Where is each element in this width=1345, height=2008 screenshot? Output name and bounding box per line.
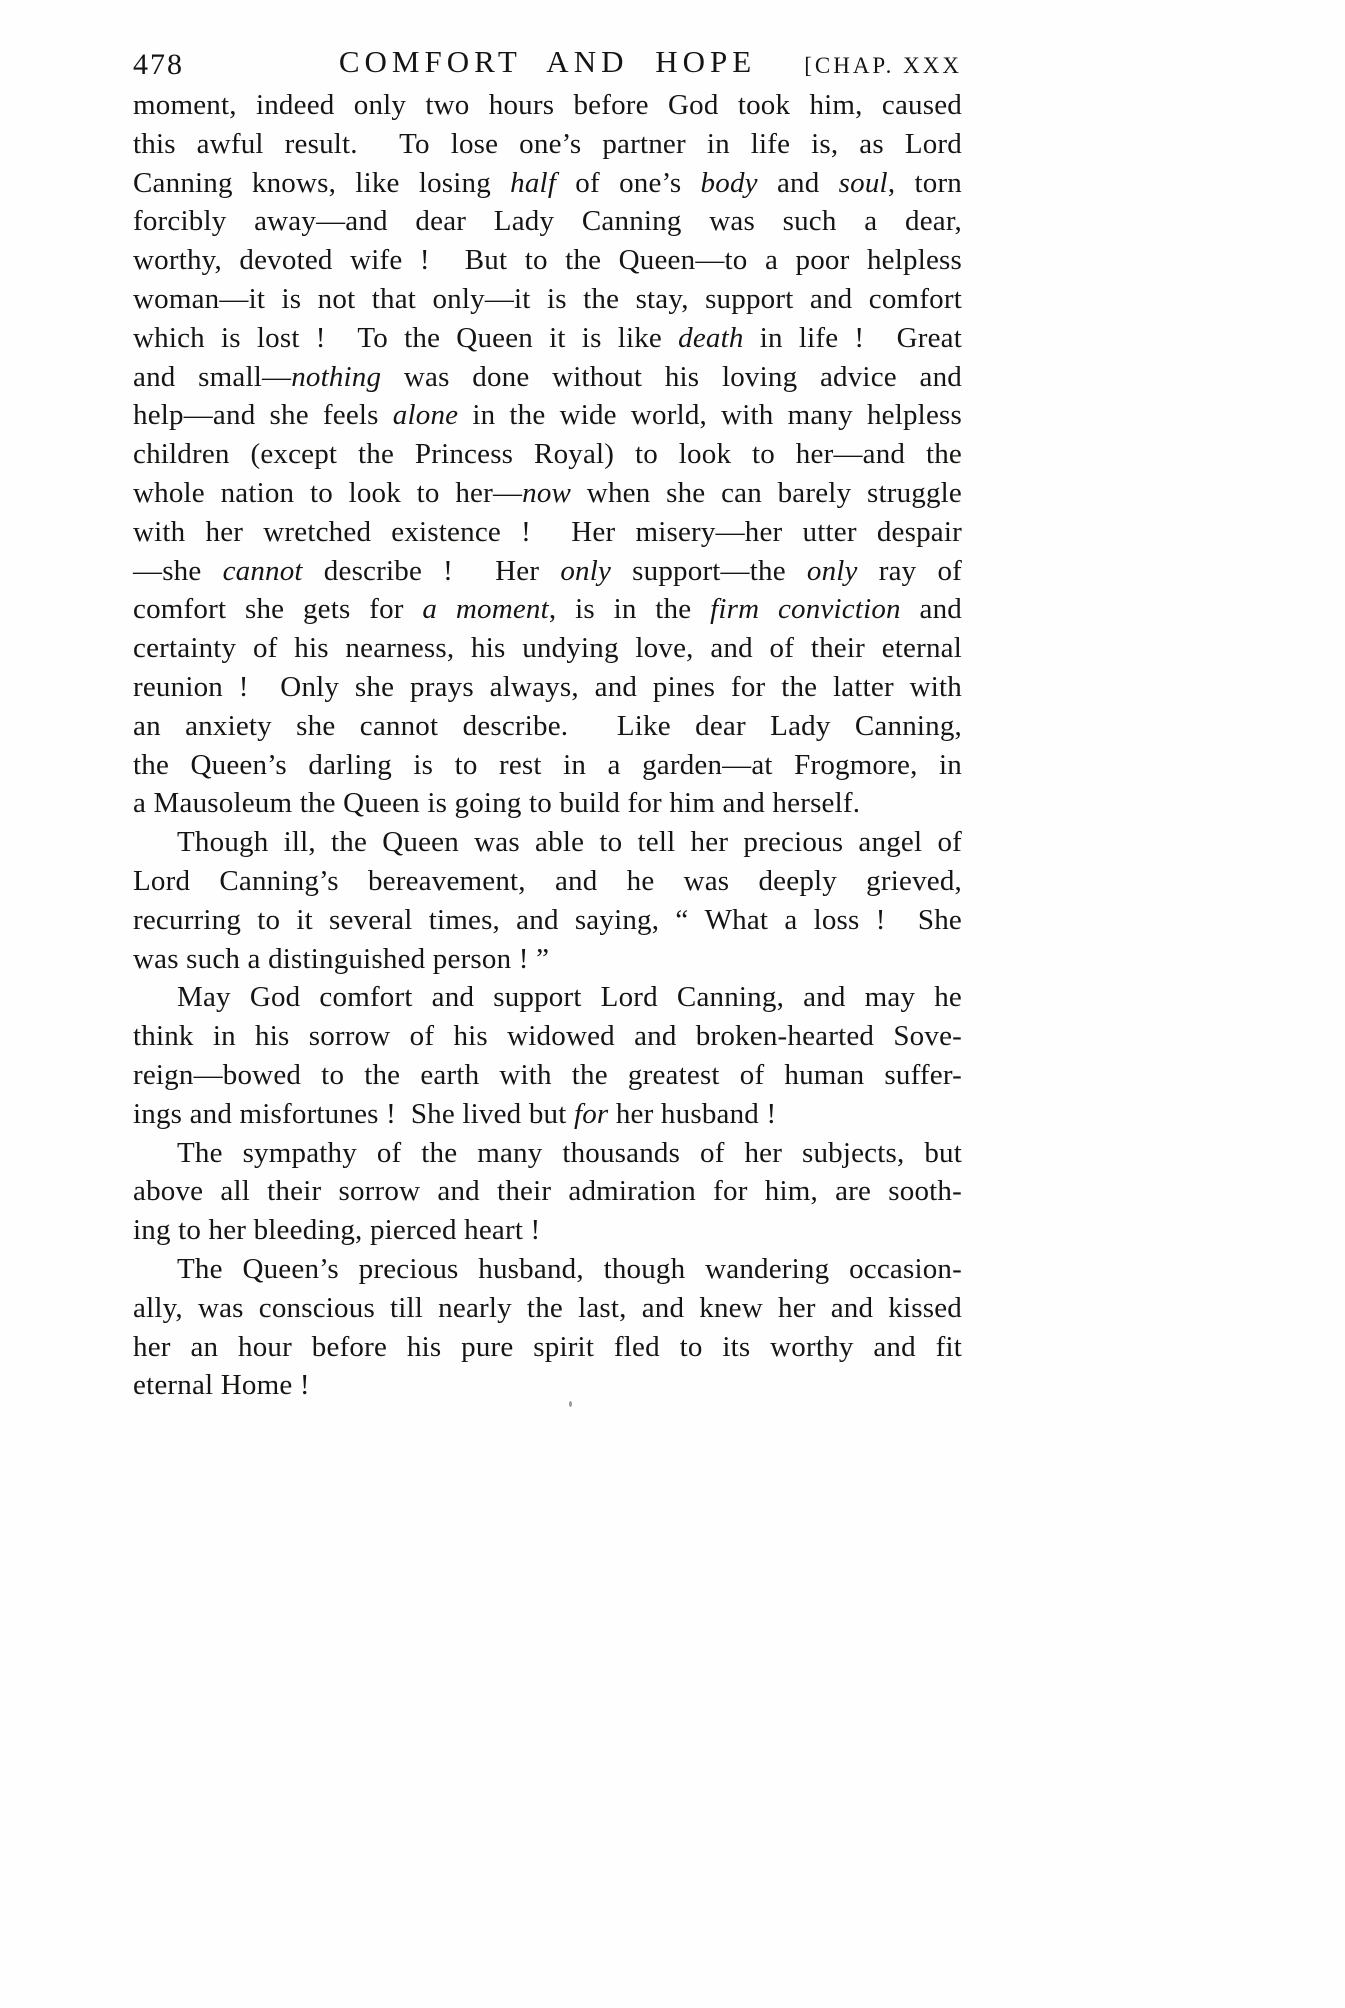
italic-text: body [700,166,758,199]
body-text [133,86,962,1405]
running-title: COMFORT AND HOPE [338,44,757,79]
text-line [133,629,962,668]
text-segment: describe ! Her [302,554,561,587]
italic-text: firm conviction [710,593,901,626]
text-segment: , torn [887,166,963,199]
text-line [133,164,962,203]
text-segment: , is in the [548,593,711,626]
text-segment: think in his sorrow of his widowed and broken-hearted Sove- [133,1020,962,1053]
text-line [133,1366,962,1405]
text-segment: Lord Canning’s bereavement, and he was deeply grieved, [133,864,962,897]
text-segment: this awful result. To lose one’s partner in life is, as Lord [133,127,962,160]
text-line [133,1095,962,1134]
italic-text: only [560,554,612,587]
text-line [133,319,962,358]
text-segment: in the wide world, with many helpless [458,399,962,432]
text-segment: of one’s [556,166,701,199]
text-line [133,978,962,1017]
text-segment: Canning knows, like losing [133,166,511,199]
text-segment: whole nation to look to her— [133,476,523,509]
text-line [133,1328,962,1367]
italic-text: nothing [291,360,382,393]
text-segment: a Mausoleum the Queen is going to build for him and herself. [133,787,861,820]
chapter-label: [CHAP. XXX [804,53,962,78]
text-segment: May God comfort and support Lord Canning, and may he [177,981,962,1014]
text-segment: ings and misfortunes ! She lived but [133,1097,574,1130]
text-line [133,86,962,125]
text-line [133,241,962,280]
italic-text: now [522,476,572,509]
text-segment: —she [133,554,223,587]
text-segment: reunion ! Only she prays always, and pines for the latter with [133,670,962,703]
text-line [133,746,962,785]
text-line [133,280,962,319]
text-line [133,668,962,707]
text-segment: the Queen’s darling is to rest in a garden—at Frogmore, in [133,748,962,781]
italic-text: half [510,166,557,199]
italic-text: alone [392,399,459,432]
text-segment: woman—it is not that only—it is the stay, support and comfort [133,282,962,315]
text-segment: ing to her bleeding, pierced heart ! [133,1214,541,1247]
text-segment: was done without his loving advice and [381,360,962,393]
text-segment: was such a distinguished person ! ” [133,942,550,975]
text-line [133,396,962,435]
text-segment: ally, was conscious till nearly the last, and knew her and kissed [133,1291,962,1324]
text-segment: her husband ! [608,1097,777,1130]
text-line [133,590,962,629]
italic-text: for [573,1097,609,1130]
italic-text: cannot [222,554,303,587]
text-line [133,125,962,164]
page-header [133,44,962,84]
text-line [133,513,962,552]
ink-speck [569,1401,572,1407]
text-segment: help—and she feels [133,399,393,432]
text-segment: Though ill, the Queen was able to tell her precious angel of [177,826,962,859]
text-line [133,1250,962,1289]
text-segment: recurring to it several times, and saying, “ What a loss ! She [133,903,962,936]
text-line [133,940,962,979]
text-segment: when she can barely struggle [571,476,962,509]
text-line [133,358,962,397]
text-segment: and [900,593,962,626]
text-segment: The sympathy of the many thousands of her subjects, but [177,1136,962,1169]
text-segment: in life ! Great [743,321,962,354]
text-line [133,707,962,746]
text-line [133,862,962,901]
text-line [133,1056,962,1095]
text-segment: with her wretched existence ! Her misery—her utter despair [133,515,962,548]
text-segment: forcibly away—and dear Lady Canning was such a dear, [133,205,962,238]
text-line [133,1289,962,1328]
text-segment: her an hour before his pure spirit fled to its worthy and fit [133,1330,962,1363]
text-line [133,784,962,823]
text-segment: support—the [611,554,807,587]
text-segment: reign—bowed to the earth with the greatest of human suffer- [133,1058,962,1091]
text-line [133,1134,962,1173]
text-segment: certainty of his nearness, his undying love, and of their eternal [133,632,962,665]
italic-text: soul [838,166,888,199]
text-line [133,435,962,474]
italic-text: only [806,554,858,587]
page-number: 478 [133,48,184,81]
text-line [133,823,962,862]
text-segment: children (except the Princess Royal) to look to her—and the [133,438,962,471]
italic-text: death [678,321,744,354]
text-segment: moment, indeed only two hours before God took him, caused [133,89,962,121]
text-segment: The Queen’s precious husband, though wandering occasion- [177,1252,962,1285]
text-line [133,474,962,513]
text-segment: comfort she gets for [133,593,423,626]
text-segment: which is lost ! To the Queen it is like [133,321,679,354]
text-segment: and small— [133,360,292,393]
text-segment: above all their sorrow and their admiration for him, are sooth- [133,1175,962,1208]
text-line [133,1017,962,1056]
text-segment: ray of [857,554,962,587]
italic-text: a moment [422,593,549,626]
text-line [133,1172,962,1211]
text-segment: worthy, devoted wife ! But to the Queen—to a poor helpless [133,244,962,277]
text-segment: an anxiety she cannot describe. Like dear Lady Canning, [133,709,962,742]
text-line [133,552,962,591]
text-segment: eternal Home ! [133,1369,310,1402]
text-line [133,1211,962,1250]
text-line [133,202,962,241]
text-segment: and [757,166,839,199]
text-line [133,901,962,940]
